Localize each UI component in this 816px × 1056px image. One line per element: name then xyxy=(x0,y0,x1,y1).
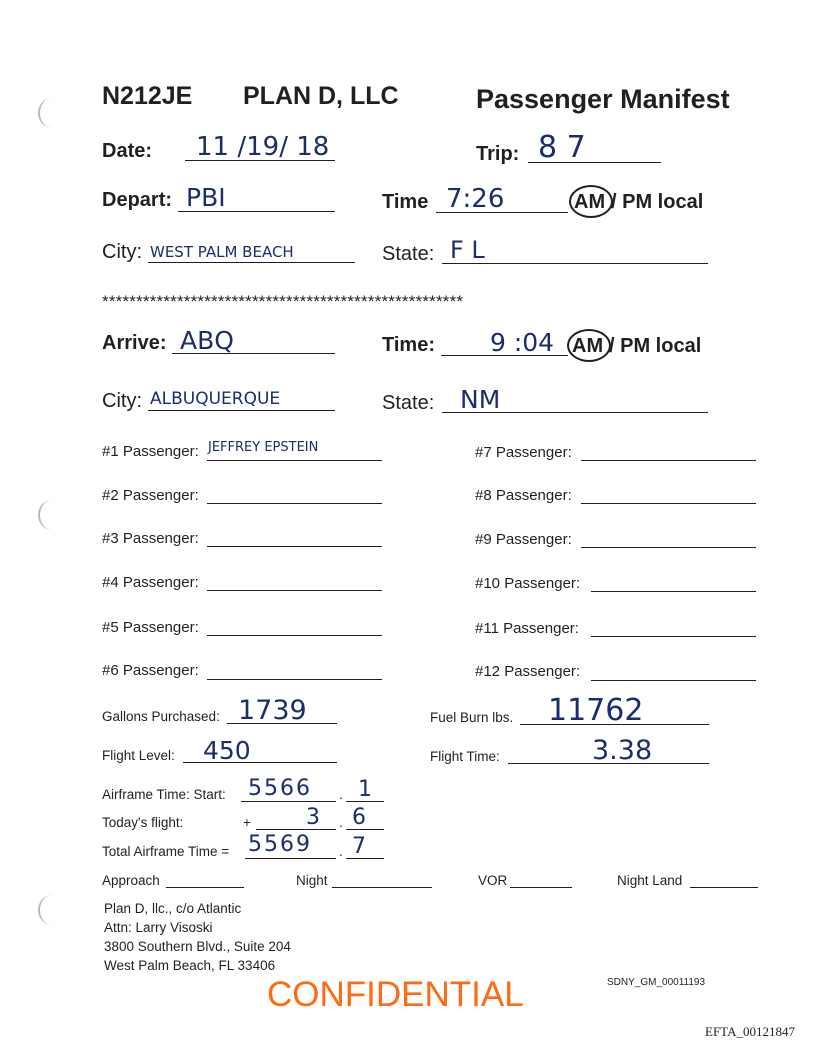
night-line xyxy=(332,887,432,888)
page-title: Passenger Manifest xyxy=(476,84,730,114)
passenger-9-label: #9 Passenger: xyxy=(475,531,572,548)
binder-hole-middle xyxy=(38,500,66,530)
gallons-label: Gallons Purchased: xyxy=(102,709,220,724)
total-airframe-label: Total Airframe Time = xyxy=(102,844,230,859)
arrive-state-label: State: xyxy=(382,392,435,414)
depart-state-value: F L xyxy=(450,236,485,264)
address-line-4: West Palm Beach, FL 33406 xyxy=(104,958,276,973)
night-land-line xyxy=(690,887,758,888)
passenger-4-line xyxy=(207,590,382,591)
today-flight-label: Today's flight: xyxy=(102,815,184,830)
arrive-pm-local: / PM local xyxy=(609,335,702,357)
company-name: PLAN D, LLC xyxy=(243,82,399,110)
total-airframe-whole: 5569 xyxy=(248,832,312,857)
passenger-6-label: #6 Passenger: xyxy=(102,662,199,679)
passenger-1-label: #1 Passenger: xyxy=(102,443,199,460)
passenger-11-label: #11 Passenger: xyxy=(475,620,579,637)
passenger-5-line xyxy=(207,635,382,636)
date-value: 11 /19/ 18 xyxy=(196,132,330,162)
airframe-start-label: Airframe Time: Start: xyxy=(102,787,226,802)
arrive-time-value: 9 :04 xyxy=(490,328,555,357)
flight-level-label: Flight Level: xyxy=(102,748,175,763)
depart-value: PBI xyxy=(186,183,226,212)
arrive-city-value: ALBUQUERQUE xyxy=(150,389,281,409)
passenger-2-line xyxy=(207,503,382,504)
depart-pm-local: / PM local xyxy=(611,191,704,213)
arrive-city-line xyxy=(148,410,335,411)
bates-efta: EFTA_00121847 xyxy=(705,1024,795,1039)
night-land-label: Night Land xyxy=(617,873,683,888)
approach-line xyxy=(166,887,244,888)
address-line-3: 3800 Southern Blvd., Suite 204 xyxy=(104,939,291,954)
passenger-6-line xyxy=(207,679,382,680)
passenger-2-label: #2 Passenger: xyxy=(102,487,199,504)
passenger-1-line xyxy=(207,460,382,461)
total-airframe-dec: 7 xyxy=(352,834,366,859)
depart-state-label: State: xyxy=(382,243,435,265)
passenger-10-line xyxy=(591,591,756,592)
depart-city-value: WEST PALM BEACH xyxy=(150,243,294,261)
vor-line xyxy=(510,887,572,888)
fuel-burn-label: Fuel Burn lbs. xyxy=(430,710,514,725)
passenger-3-line xyxy=(207,546,382,547)
passenger-12-label: #12 Passenger: xyxy=(475,663,581,680)
flight-time-label: Flight Time: xyxy=(430,749,500,764)
address-line-1: Plan D, llc., c/o Atlantic xyxy=(104,901,242,916)
separator: ***************************************************** xyxy=(102,292,464,311)
night-label: Night xyxy=(296,873,328,888)
arrive-time-label: Time: xyxy=(382,334,435,356)
gallons-value: 1739 xyxy=(238,695,307,726)
depart-city-line xyxy=(148,262,355,263)
arrive-label: Arrive: xyxy=(102,332,167,354)
passenger-7-line xyxy=(581,460,756,461)
binder-hole-bottom xyxy=(38,895,66,925)
trip-value: 8 7 xyxy=(538,130,586,165)
depart-city-label: City: xyxy=(102,241,142,263)
passenger-12-line xyxy=(591,680,756,681)
passenger-8-line xyxy=(581,503,756,504)
today-flight-dec: 6 xyxy=(352,805,366,830)
passenger-8-label: #8 Passenger: xyxy=(475,487,572,504)
arrive-value: ABQ xyxy=(180,326,234,355)
passenger-7-label: #7 Passenger: xyxy=(475,444,572,461)
airframe-start-dot: . xyxy=(339,787,343,802)
airframe-start-whole-line xyxy=(241,801,336,802)
trip-label: Trip: xyxy=(476,143,520,165)
arrive-am: AM xyxy=(572,335,604,357)
passenger-10-label: #10 Passenger: xyxy=(475,575,581,592)
arrive-city-label: City: xyxy=(102,390,142,412)
passenger-3-label: #3 Passenger: xyxy=(102,530,199,547)
today-flight-dot: . xyxy=(339,815,343,830)
date-label: Date: xyxy=(102,140,153,162)
depart-label: Depart: xyxy=(102,189,173,211)
today-flight-plus: + xyxy=(243,815,251,830)
depart-time-value: 7:26 xyxy=(446,184,505,214)
total-airframe-whole-line xyxy=(245,858,336,859)
today-flight-whole-line xyxy=(256,829,336,830)
passenger-11-line xyxy=(591,636,756,637)
bates-sdny: SDNY_GM_00011193 xyxy=(607,977,706,988)
airframe-start-whole: 5566 xyxy=(248,776,312,801)
approach-label: Approach xyxy=(102,873,160,888)
today-flight-whole: 3 xyxy=(306,805,320,830)
airframe-start-dec: 1 xyxy=(358,777,372,802)
passenger-9-line xyxy=(581,547,756,548)
passenger-4-label: #4 Passenger: xyxy=(102,574,199,591)
address-line-2: Attn: Larry Visoski xyxy=(104,920,213,935)
passenger-5-label: #5 Passenger: xyxy=(102,619,199,636)
depart-time-label: Time xyxy=(382,191,429,213)
flight-time-value: 3.38 xyxy=(592,735,653,766)
binder-hole-top xyxy=(38,98,66,128)
confidential-stamp: CONFIDENTIAL xyxy=(267,975,524,1014)
total-airframe-dot: . xyxy=(339,844,343,859)
passenger-1-value: JEFFREY EPSTEIN xyxy=(208,440,319,455)
fuel-burn-value: 11762 xyxy=(548,693,644,728)
flight-level-value: 450 xyxy=(203,736,251,765)
tail-number: N212JE xyxy=(102,82,193,110)
vor-label: VOR xyxy=(478,873,508,888)
arrive-state-value: NM xyxy=(460,385,501,414)
depart-am: AM xyxy=(574,191,606,213)
